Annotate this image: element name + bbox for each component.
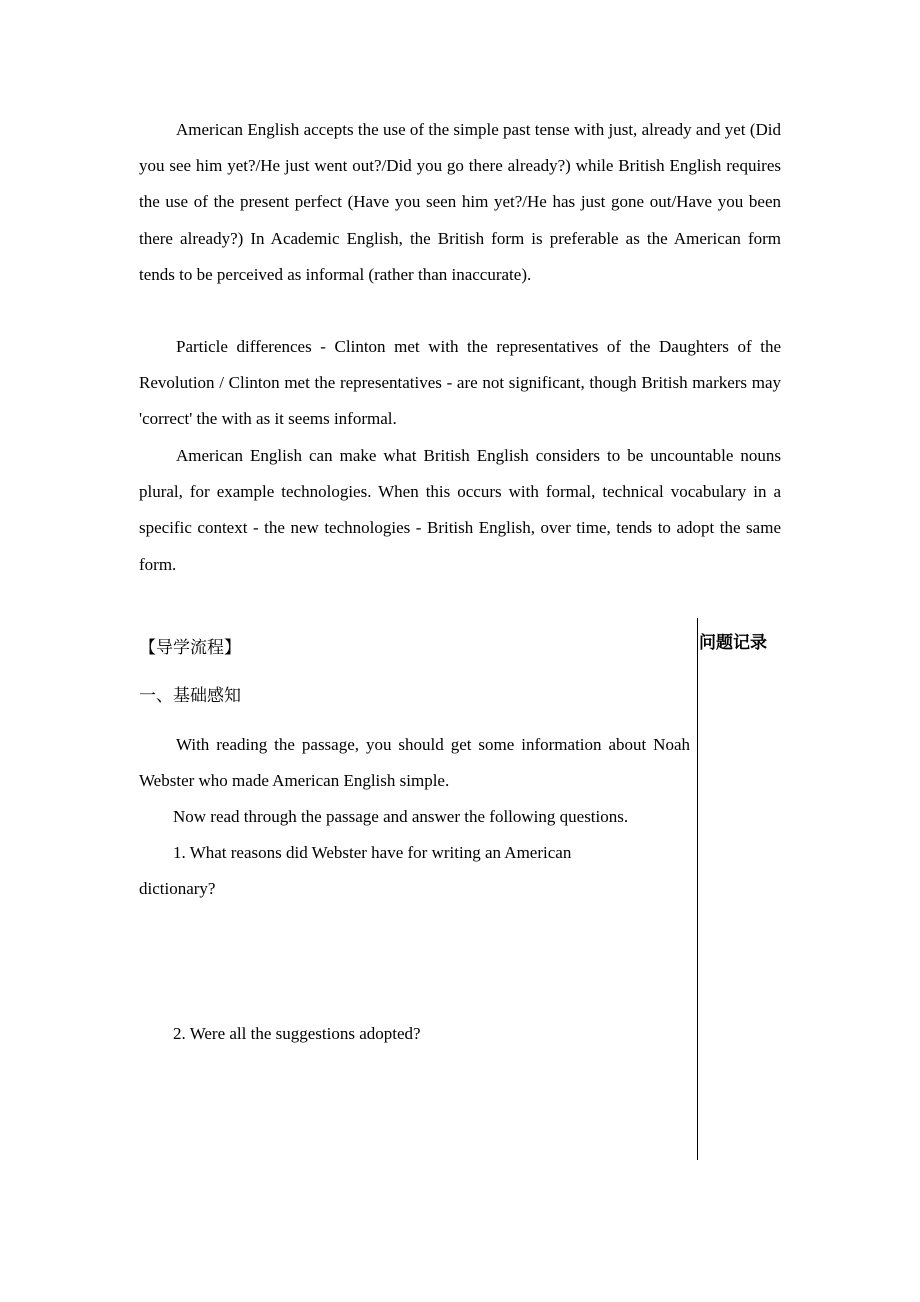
question-2: 2. Were all the suggestions adopted? bbox=[173, 1024, 421, 1043]
question-1-line-2: dictionary? bbox=[139, 879, 216, 898]
guide-instruction: Now read through the passage and answer the following questions. bbox=[173, 807, 629, 826]
passage-paragraph-1: American English accepts the use of the simple past tense with just, already and yet (Did you see him yet?/He just went out?/Did you go there already?) while British English requires the use of the present perfect (Have you seen him yet?/He has just gone out/Have you been there already?) In Academic English, the British form is preferable as the American form tends to be perceived as informal (rather than inaccurate). bbox=[139, 120, 781, 284]
guide-intro: With reading the passage, you should get some information about Noah Webster who made American English simple. bbox=[139, 735, 690, 791]
question-1-line-1: 1. What reasons did Webster have for writing an American bbox=[173, 843, 572, 862]
guide-title: 【导学流程】 bbox=[139, 638, 241, 658]
section-one-heading: 一、基础感知 bbox=[139, 686, 241, 706]
notes-column-divider bbox=[697, 618, 698, 1160]
passage-paragraph-3: American English can make what British English considers to be uncountable nouns plural, for example technologies. When this occurs with formal, technical vocabulary in a specific context - the new technologies - British English, over time, tends to adopt the same form. bbox=[139, 446, 781, 574]
notes-title: 问题记录 bbox=[699, 633, 767, 653]
passage-paragraph-2: Particle differences - Clinton met with the representatives of the Daughters of the Revolution / Clinton met the representatives - are not significant, though British markers may 'correct' the with as it seems informal. bbox=[139, 337, 781, 429]
